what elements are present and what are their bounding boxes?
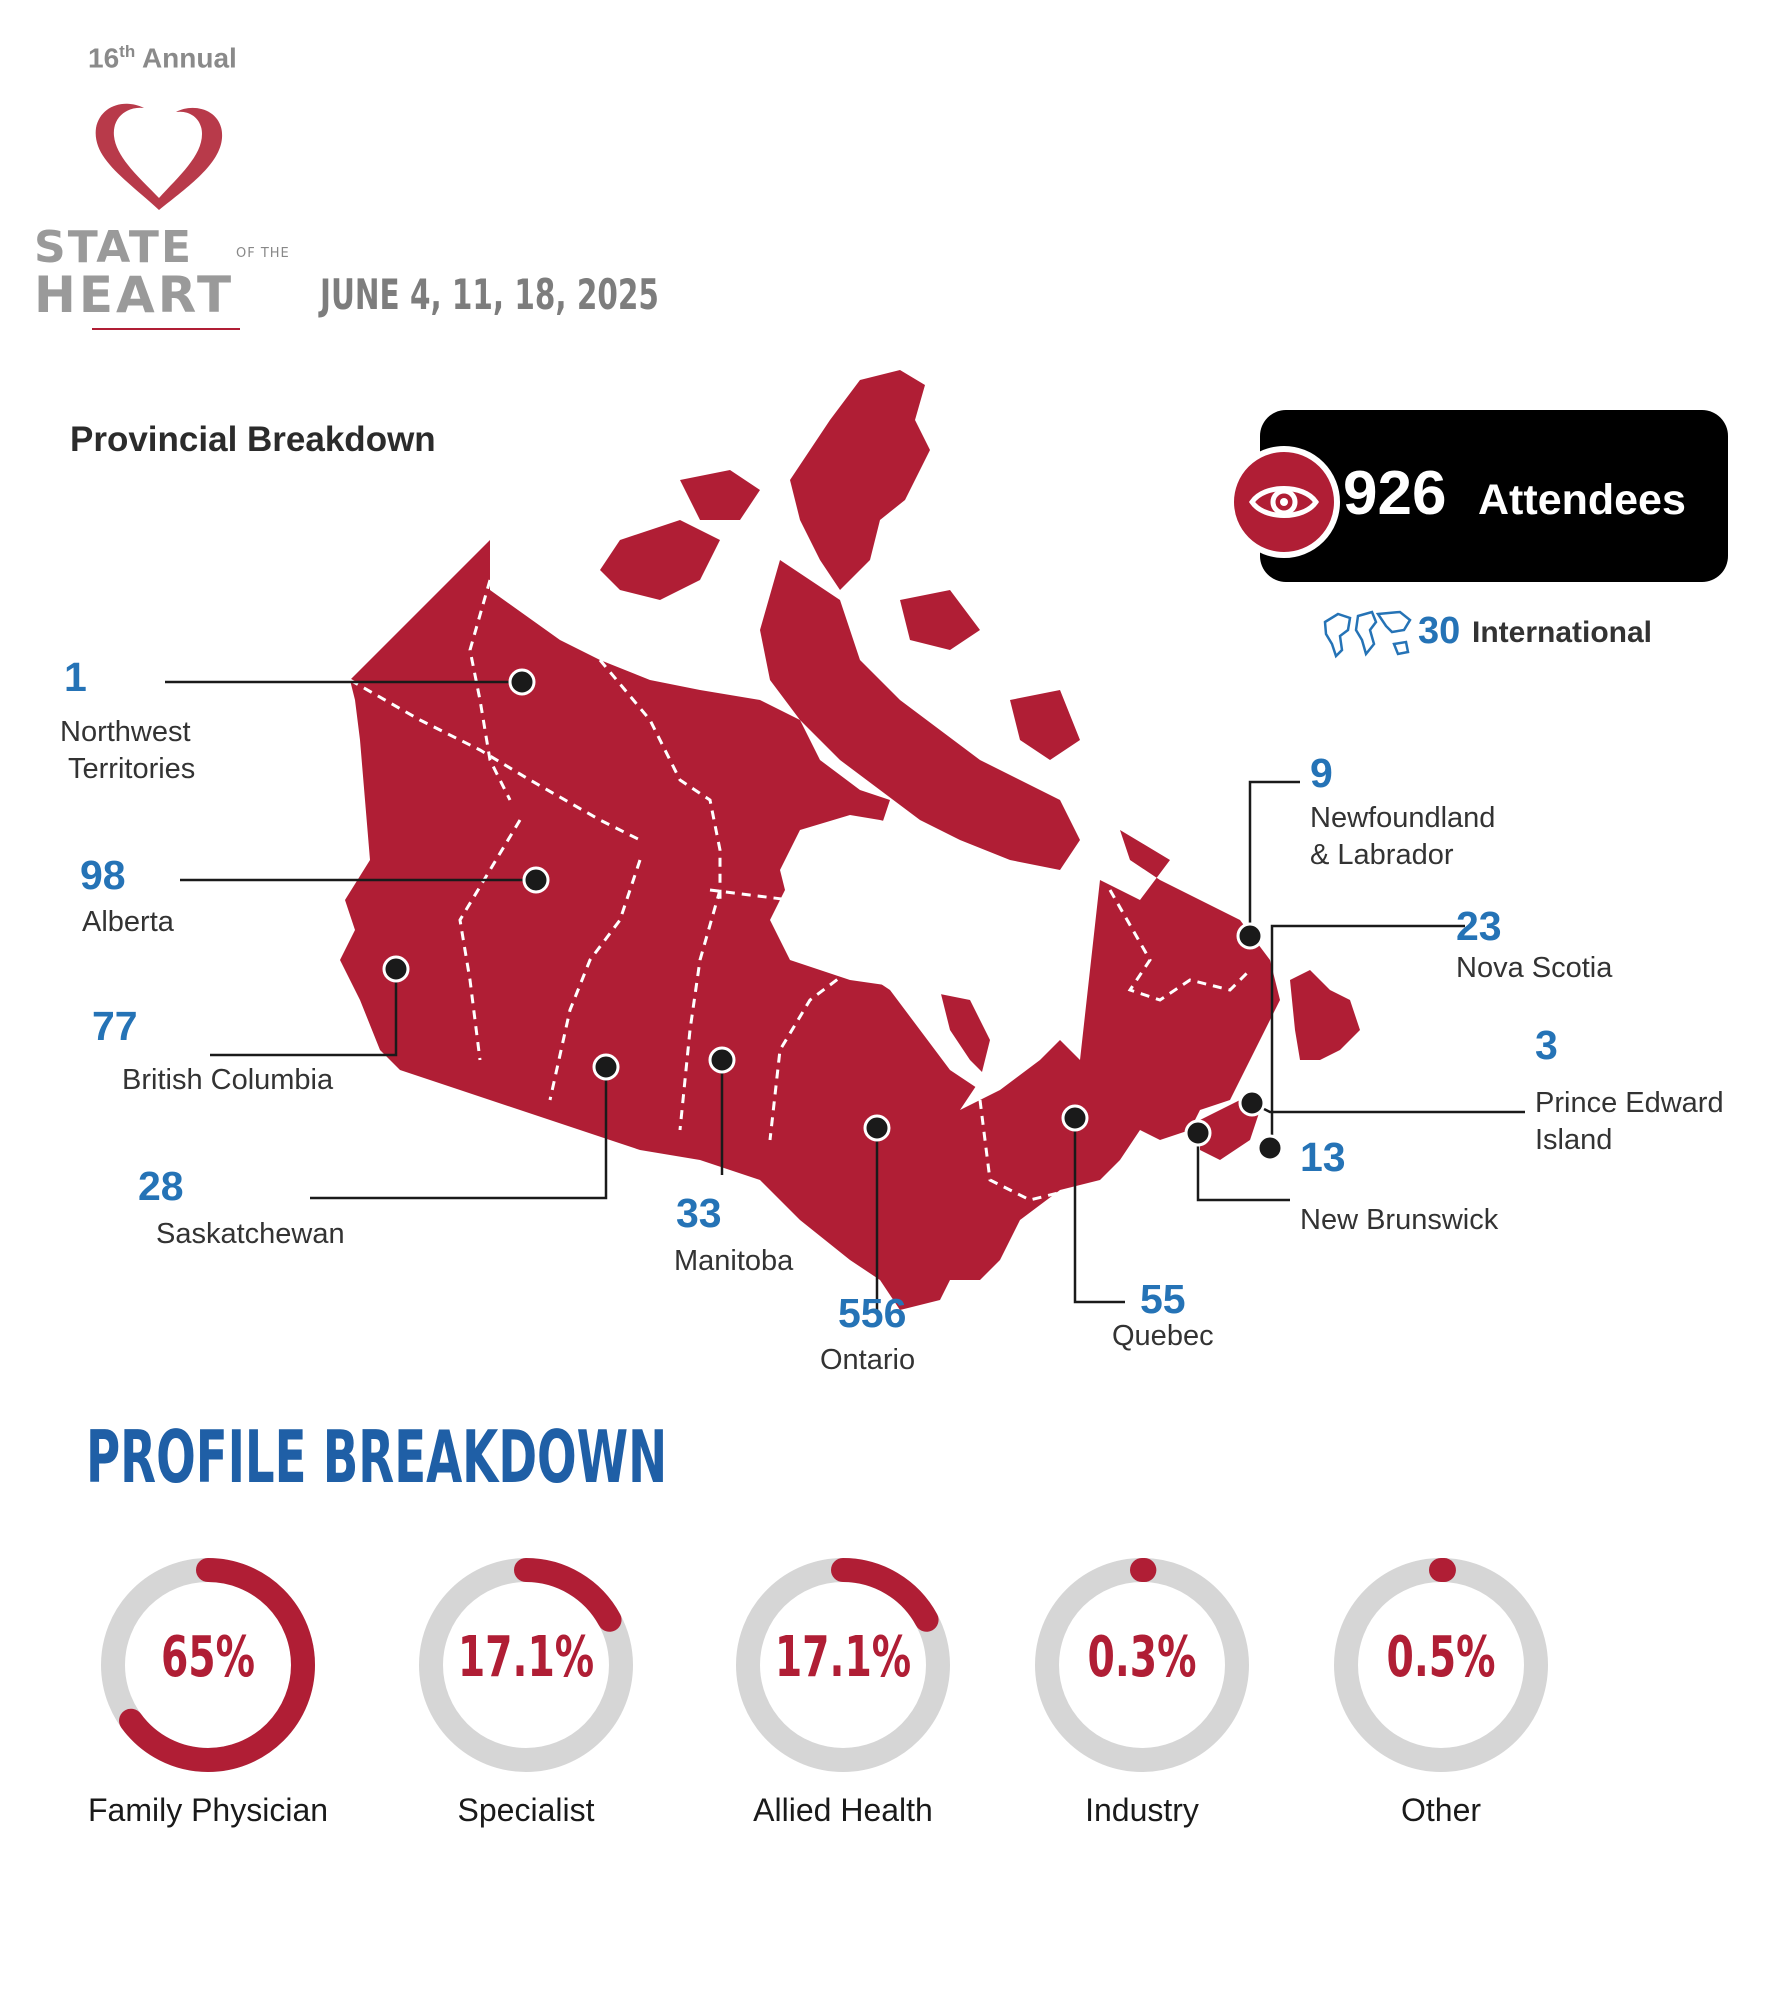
donut-label: Specialist (457, 1792, 595, 1828)
alberta-count: 98 (80, 852, 126, 898)
eye-icon (1228, 446, 1340, 558)
donut-percent: 0.5% (1386, 1625, 1496, 1690)
event-dates: JUNE 4, 11, 18, 2025 (320, 270, 659, 319)
quebec-label: Quebec (1112, 1320, 1214, 1352)
logo-ofthe-text: OF THE (236, 246, 290, 261)
logo-state-text: STATE (34, 222, 193, 273)
international-count: 30 (1418, 610, 1461, 652)
newfoundland-count: 9 (1310, 750, 1333, 796)
alberta-label: Alberta (82, 906, 174, 938)
nova-scotia-label: Nova Scotia (1456, 952, 1613, 984)
saskatchewan-label: Saskatchewan (156, 1218, 345, 1250)
pei-label: Prince Edward Island (1535, 1087, 1724, 1156)
nwt-count: 1 (64, 654, 87, 700)
manitoba-count: 33 (676, 1190, 722, 1236)
logo-heart-text: HEART (34, 266, 235, 324)
profile-title: PROFILE BREAKDOWN (86, 1415, 668, 1499)
edition-label: 16th Annual (88, 42, 237, 74)
bc-label: British Columbia (122, 1064, 334, 1096)
ontario-count: 556 (838, 1290, 907, 1336)
provincial-title: Provincial Breakdown (70, 420, 436, 459)
international-label: International (1472, 616, 1653, 649)
donut-allied-health (713, 1545, 973, 1785)
donut-percent: 0.3% (1087, 1625, 1197, 1690)
donut-label: Industry (1085, 1792, 1199, 1828)
donut-industry (1012, 1545, 1272, 1785)
donut-label: Family Physician (87, 1792, 329, 1828)
nova-scotia-count: 23 (1456, 903, 1502, 949)
donut-family-physician (78, 1545, 338, 1785)
newfoundland-label: Newfoundland & Labrador (1310, 802, 1496, 871)
donut-percent: 65% (160, 1625, 256, 1690)
world-map-icon (1320, 604, 1415, 664)
donut-percent: 17.1% (774, 1625, 912, 1690)
saskatchewan-count: 28 (138, 1163, 184, 1209)
attendees-count: 926 (1343, 459, 1447, 528)
donut-specialist (396, 1545, 656, 1785)
new-brunswick-label: New Brunswick (1300, 1204, 1499, 1236)
pei-count: 3 (1535, 1022, 1558, 1068)
donut-label: Allied Health (753, 1792, 933, 1828)
new-brunswick-count: 13 (1300, 1134, 1346, 1180)
donut-label: Other (1400, 1792, 1482, 1828)
donut-other (1311, 1545, 1571, 1785)
ontario-label: Ontario (820, 1344, 916, 1376)
quebec-count: 55 (1140, 1276, 1186, 1322)
bc-count: 77 (92, 1003, 138, 1049)
nwt-label: Northwest Territories (60, 716, 196, 785)
donut-percent: 17.1% (457, 1625, 595, 1690)
attendees-label: Attendees (1478, 476, 1686, 524)
manitoba-label: Manitoba (674, 1245, 794, 1277)
